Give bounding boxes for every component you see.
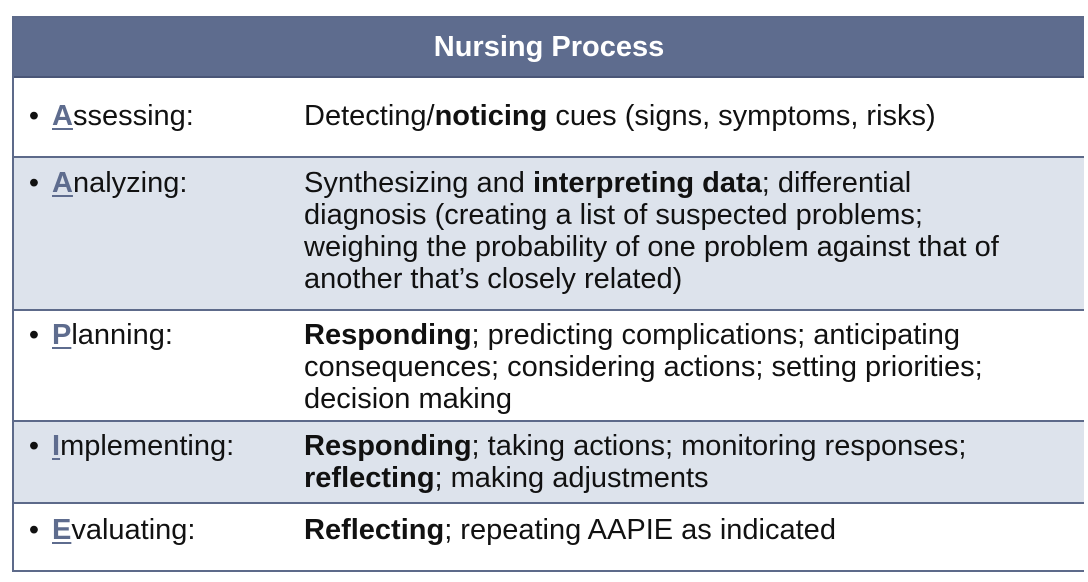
desc-segment: ; repeating AAPIE as indicated [444, 514, 836, 546]
nursing-process-table [12, 16, 1084, 572]
term-rest: ssessing: [72, 100, 194, 132]
table-row-analyzing [14, 158, 1084, 311]
desc-segment: Detecting/ [304, 100, 435, 132]
description [304, 319, 1084, 415]
desc-segment-bold: Responding [304, 430, 472, 462]
desc-segment-bold: Responding [304, 319, 472, 351]
table-row-implementing [14, 422, 1084, 504]
term-initial: P [52, 319, 72, 351]
term-assessing [52, 100, 194, 132]
table-title: Nursing Process [14, 18, 1084, 78]
term-rest: lanning: [71, 319, 173, 351]
term-evaluating [52, 514, 196, 546]
term-initial: E [52, 514, 72, 546]
bullet: • [28, 100, 40, 132]
desc-segment-bold: noticing [434, 100, 548, 132]
term-planning [52, 319, 173, 351]
desc-segment: ; taking actions; monitoring responses; [471, 430, 967, 462]
term-initial: I [52, 430, 61, 462]
description [304, 514, 1080, 546]
description [304, 100, 1080, 132]
table-body [14, 78, 1084, 570]
term-initial: A [52, 100, 73, 132]
description [304, 430, 1080, 494]
bullet: • [28, 430, 40, 462]
desc-segment-bold: interpreting data [532, 167, 762, 199]
term-rest: valuating: [71, 514, 196, 546]
bullet: • [28, 514, 40, 546]
desc-segment: ; differential diagnosis (creating a list of suspected problems; weighing the probability of one problem against that of another that’s closely related) [304, 167, 999, 295]
bullet: • [28, 167, 40, 199]
table-row-evaluating [14, 504, 1084, 570]
table-row-planning [14, 311, 1084, 422]
desc-segment: Synthesizing and [304, 167, 533, 199]
desc-segment-bold: Reflecting [304, 514, 445, 546]
term-implementing [52, 430, 234, 462]
term-initial: A [52, 167, 73, 199]
bullet: • [28, 319, 40, 351]
desc-segment-bold: reflecting [304, 462, 435, 494]
term-rest: nalyzing: [72, 167, 188, 199]
desc-segment: ; predicting complications; anticipating consequences; considering actions; setting priorities; decision making [304, 319, 983, 415]
description [304, 167, 1004, 295]
term-analyzing [52, 167, 187, 199]
desc-segment: ; making adjustments [434, 462, 709, 494]
term-rest: mplementing: [60, 430, 235, 462]
table-row-assessing [14, 78, 1084, 158]
desc-segment: cues (signs, symptoms, risks) [547, 100, 936, 132]
